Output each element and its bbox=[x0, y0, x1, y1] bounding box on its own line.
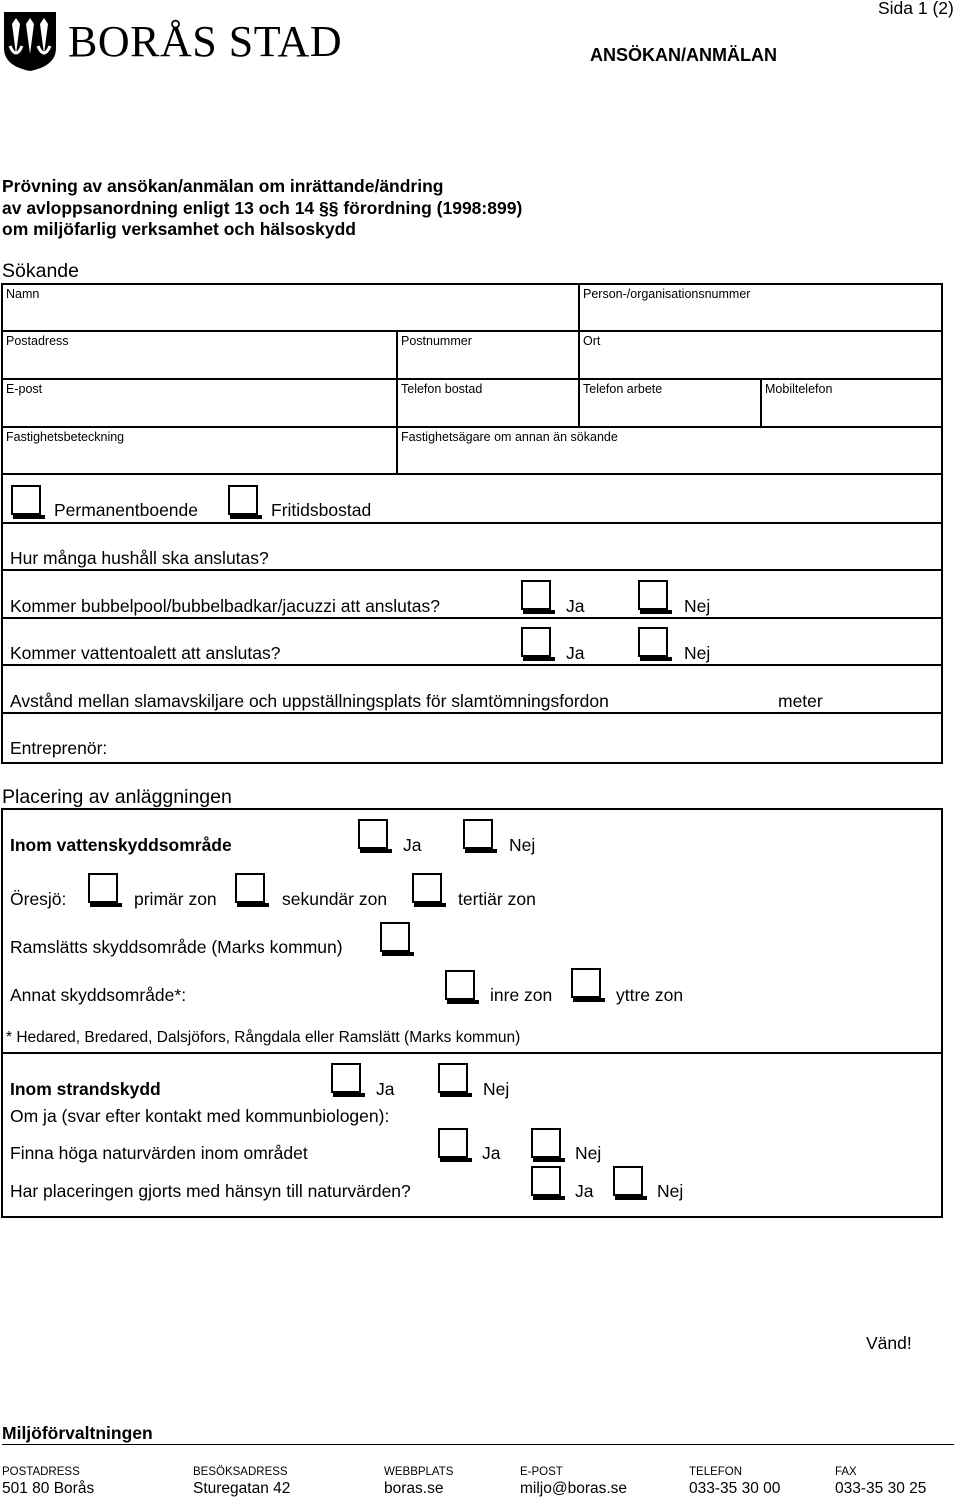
holiday-label: Fritidsbostad bbox=[271, 500, 372, 520]
title-line-1: Prövning av ansökan/anmälan om inrättande/ändring bbox=[2, 176, 444, 196]
other-area-label: Annat skyddsområde*: bbox=[10, 985, 187, 1005]
inner-zone-label: inre zon bbox=[490, 985, 553, 1005]
jacuzzi-question: Kommer bubbelpool/bubbelbadkar/jacuzzi att anslutas? bbox=[10, 596, 440, 616]
shore-yes-checkbox[interactable] bbox=[331, 1063, 361, 1093]
primary-zone-label: primär zon bbox=[134, 889, 217, 909]
jacuzzi-no-checkbox[interactable] bbox=[638, 580, 668, 610]
turn-page-note: Vänd! bbox=[866, 1333, 912, 1353]
title-line-3: om miljöfarlig verksamhet och hälsoskydd bbox=[2, 219, 356, 239]
shore-yes-label: Ja bbox=[376, 1079, 395, 1099]
document-type: ANSÖKAN/ANMÄLAN bbox=[590, 45, 777, 65]
outer-zone-label: yttre zon bbox=[616, 985, 684, 1005]
ramslatt-label: Ramslätts skyddsområde (Marks kommun) bbox=[10, 937, 343, 957]
secondary-zone-checkbox[interactable] bbox=[235, 873, 265, 903]
water-toilet-question: Kommer vattentoalett att anslutas? bbox=[10, 643, 281, 663]
title-line-2: av avloppsanordning enligt 13 och 14 §§ förordning (1998:899) bbox=[2, 198, 523, 218]
water-protection-no-label: Nej bbox=[509, 835, 536, 855]
permanent-label: Permanentboende bbox=[54, 500, 198, 520]
ramslatt-checkbox[interactable] bbox=[380, 922, 410, 952]
web-label: WEBBPLATS bbox=[384, 1466, 454, 1478]
consideration-yes-label: Ja bbox=[575, 1181, 594, 1201]
postal-value: 501 80 Borås bbox=[2, 1480, 95, 1497]
field-property[interactable]: Fastighetsbeteckning bbox=[6, 430, 125, 444]
nature-yes-checkbox[interactable] bbox=[438, 1128, 468, 1158]
field-postal-code[interactable]: Postnummer bbox=[401, 334, 472, 348]
office-name: Miljöförvaltningen bbox=[2, 1423, 153, 1443]
field-name[interactable]: Namn bbox=[6, 287, 40, 301]
shore-no-label: Nej bbox=[483, 1079, 510, 1099]
tertiary-zone-checkbox[interactable] bbox=[412, 873, 442, 903]
permanent-checkbox[interactable] bbox=[11, 485, 41, 515]
jacuzzi-no-label: Nej bbox=[684, 596, 711, 616]
email-label: E-POST bbox=[520, 1466, 563, 1478]
visit-value: Sturegatan 42 bbox=[193, 1480, 291, 1497]
field-property-owner[interactable]: Fastighetsägare om annan än sökande bbox=[401, 430, 618, 444]
coat-of-arms-icon bbox=[2, 10, 58, 72]
primary-zone-checkbox[interactable] bbox=[88, 873, 118, 903]
if-yes-note: Om ja (svar efter kontakt med kommunbiologen): bbox=[10, 1106, 390, 1126]
secondary-zone-label: sekundär zon bbox=[282, 889, 388, 909]
field-city[interactable]: Ort bbox=[583, 334, 601, 348]
consideration-yes-checkbox[interactable] bbox=[531, 1166, 561, 1196]
nature-no-checkbox[interactable] bbox=[531, 1128, 561, 1158]
contractor-field[interactable]: Entreprenör: bbox=[10, 738, 108, 758]
jacuzzi-yes-checkbox[interactable] bbox=[521, 580, 551, 610]
field-address[interactable]: Postadress bbox=[6, 334, 69, 348]
inner-zone-checkbox[interactable] bbox=[445, 970, 475, 1000]
consideration-no-label: Nej bbox=[657, 1181, 684, 1201]
postal-label: POSTADRESS bbox=[2, 1466, 80, 1478]
consideration-question: Har placeringen gjorts med hänsyn till naturvärden? bbox=[10, 1181, 411, 1201]
jacuzzi-yes-label: Ja bbox=[566, 596, 585, 616]
toilet-yes-checkbox[interactable] bbox=[521, 627, 551, 657]
water-protection-no-checkbox[interactable] bbox=[463, 819, 493, 849]
nature-values-question: Finna höga naturvärden inom området bbox=[10, 1143, 308, 1163]
phone-label: TELEFON bbox=[689, 1466, 743, 1478]
email-value[interactable]: miljo@boras.se bbox=[520, 1480, 628, 1497]
households-question[interactable]: Hur många hushåll ska anslutas? bbox=[10, 548, 269, 568]
nature-yes-label: Ja bbox=[482, 1143, 501, 1163]
field-id-number[interactable]: Person-/organisationsnummer bbox=[583, 287, 751, 301]
placement-heading: Placering av anläggningen bbox=[2, 786, 232, 808]
holiday-checkbox[interactable] bbox=[228, 485, 258, 515]
oresjo-label: Öresjö: bbox=[10, 889, 67, 909]
visit-label: BESÖKSADRESS bbox=[193, 1466, 288, 1478]
consideration-no-checkbox[interactable] bbox=[613, 1166, 643, 1196]
field-phone-home[interactable]: Telefon bostad bbox=[401, 382, 483, 396]
field-mobile[interactable]: Mobiltelefon bbox=[765, 382, 833, 396]
toilet-no-label: Nej bbox=[684, 643, 711, 663]
shore-no-checkbox[interactable] bbox=[438, 1063, 468, 1093]
outer-zone-checkbox[interactable] bbox=[571, 968, 601, 998]
tertiary-zone-label: tertiär zon bbox=[458, 889, 536, 909]
distance-question[interactable]: Avstånd mellan slamavskiljare och uppställningsplats för slamtömningsfordon bbox=[10, 691, 609, 711]
field-email[interactable]: E-post bbox=[6, 382, 43, 396]
water-protection-yes-checkbox[interactable] bbox=[358, 819, 388, 849]
field-phone-work[interactable]: Telefon arbete bbox=[583, 382, 663, 396]
water-protection-yes-label: Ja bbox=[403, 835, 422, 855]
web-value[interactable]: boras.se bbox=[384, 1480, 444, 1497]
org-name: BORÅS STAD bbox=[68, 17, 343, 66]
meter-unit: meter bbox=[778, 691, 823, 711]
fax-label: FAX bbox=[835, 1466, 857, 1478]
toilet-yes-label: Ja bbox=[566, 643, 585, 663]
phone-value: 033-35 30 00 bbox=[689, 1480, 781, 1497]
applicant-heading: Sökande bbox=[2, 260, 79, 282]
fax-value: 033-35 30 25 bbox=[835, 1480, 927, 1497]
shore-protection-question: Inom strandskydd bbox=[10, 1079, 161, 1099]
nature-no-label: Nej bbox=[575, 1143, 602, 1163]
toilet-no-checkbox[interactable] bbox=[638, 627, 668, 657]
water-protection-question: Inom vattenskyddsområde bbox=[10, 835, 232, 855]
page-indicator: Sida 1 (2) bbox=[878, 0, 954, 18]
footnote: * Hedared, Bredared, Dalsjöfors, Rångdala eller Ramslätt (Marks kommun) bbox=[6, 1029, 521, 1046]
footer-divider bbox=[2, 1444, 954, 1445]
